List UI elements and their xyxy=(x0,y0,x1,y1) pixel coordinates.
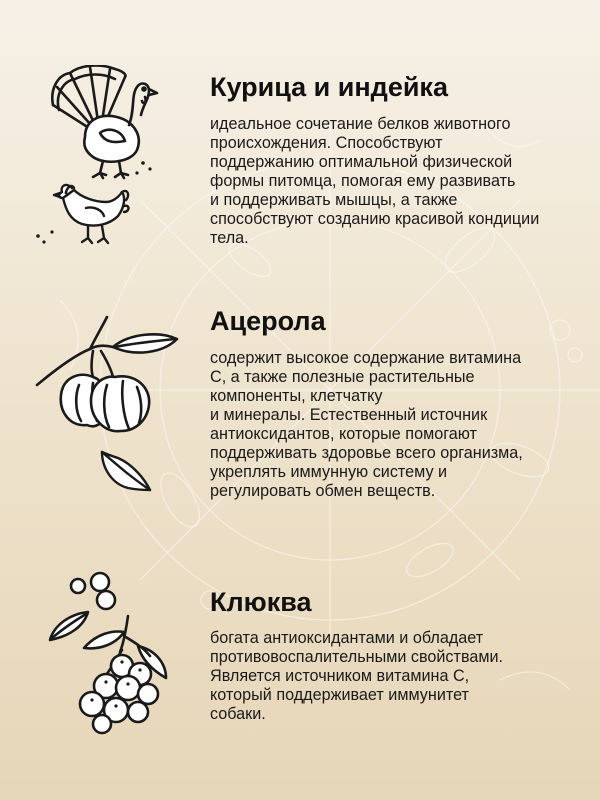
chicken-icon xyxy=(30,180,140,250)
section-description: богата антиоксидантами и обладает противовоспалительными свойствами. Является источником витамина С, который поддерживает иммунитет собаки. xyxy=(210,629,504,723)
section-title: Клюква xyxy=(210,587,312,617)
section-title: Курица и индейка xyxy=(210,72,448,102)
turkey-icon xyxy=(45,65,160,180)
section-description: идеальное сочетание белков животного происхождения. Способствуют поддержанию оптимальной физической формы питомца, помогая ему развивать и поддерживать мышцы, а также способствуют созданию красивой кондиции тела. xyxy=(210,115,540,247)
acerola-icon xyxy=(35,315,180,440)
section-description: содержит высокое содержание витамина С, а также полезные растительные компоненты, клетчатку и минералы. Естественный источник антиоксидантов, которые помогают поддерживать здоровье всего организма, укреплять иммунную систему и регулировать обмен веществ. xyxy=(210,349,523,500)
cranberry-icon xyxy=(40,570,175,735)
section-title: Ацерола xyxy=(210,306,326,336)
leaf-icon xyxy=(98,448,153,493)
